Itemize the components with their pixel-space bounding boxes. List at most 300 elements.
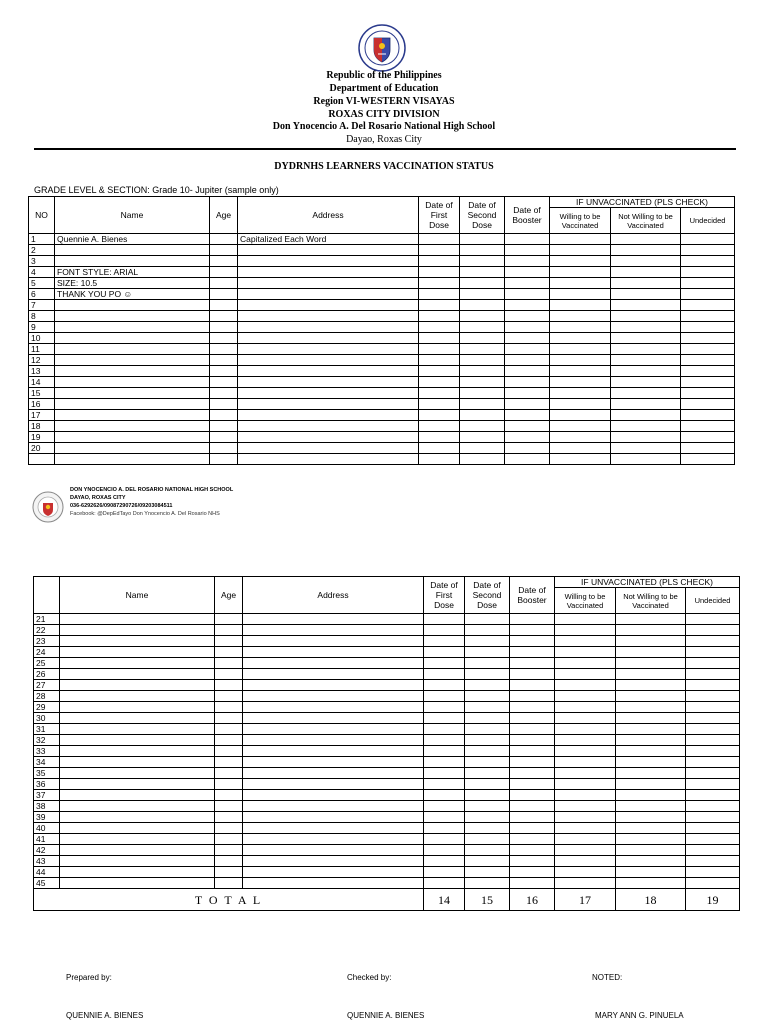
col-name-header: Name [55,197,210,234]
row-undecided [681,300,735,311]
prepared-by-name: QUENNIE A. BIENES [66,1011,144,1020]
row-cell [215,691,243,702]
row-not-willing [611,454,681,465]
row-undecided [681,366,735,377]
row-cell [465,845,510,856]
row-cell [465,713,510,724]
total-col-14: 14 [424,889,465,911]
row-cell [555,735,616,746]
row-undecided [681,289,735,300]
row-not-willing [611,322,681,333]
row-cell [465,867,510,878]
row-cell [555,757,616,768]
row-first-dose [419,256,460,267]
row-booster [505,355,550,366]
row-cell [616,647,686,658]
table-row [34,614,740,625]
row-cell [555,713,616,724]
row-cell [510,691,555,702]
row-address [238,278,419,289]
row-cell [243,702,424,713]
row-cell [510,713,555,724]
row-second-dose [460,234,505,245]
t2-col-not-willing-header: Not Willing to be Vaccinated [616,588,686,614]
row-cell [215,669,243,680]
row-no: 20 [29,443,55,454]
row-undecided [681,322,735,333]
row-cell [243,625,424,636]
row-cell [686,691,740,702]
row-name [55,256,210,267]
row-no: 16 [29,399,55,410]
row-cell [510,669,555,680]
row-cell [215,614,243,625]
row-willing [550,256,611,267]
row-booster [505,311,550,322]
row-cell [424,834,465,845]
row-cell [465,614,510,625]
table-row [34,779,740,790]
table-row [29,377,735,388]
row-second-dose [460,322,505,333]
row-cell [510,746,555,757]
row-cell [465,702,510,713]
row-address [238,410,419,421]
row-cell [510,779,555,790]
table-row [34,724,740,735]
row-first-dose [419,388,460,399]
row-first-dose [419,289,460,300]
row-cell [616,845,686,856]
row-cell [243,647,424,658]
row-cell [616,823,686,834]
row-cell [60,790,215,801]
row-cell [510,856,555,867]
table-row [29,421,735,432]
row-address [238,421,419,432]
row-undecided [681,443,735,454]
row-age [210,322,238,333]
t2-col-unvaccinated-header: IF UNVACCINATED (PLS CHECK) [555,577,740,588]
row-cell [215,724,243,735]
row-no: 28 [34,691,60,702]
table-row [34,856,740,867]
row-cell [243,823,424,834]
row-cell [510,702,555,713]
row-no: 19 [29,432,55,443]
row-cell [465,647,510,658]
row-willing [550,289,611,300]
row-first-dose [419,267,460,278]
row-cell [616,757,686,768]
row-first-dose [419,410,460,421]
row-second-dose [460,454,505,465]
row-cell [465,658,510,669]
row-cell [60,713,215,724]
table-row [29,278,735,289]
row-booster [505,333,550,344]
row-cell [555,801,616,812]
row-booster [505,289,550,300]
row-cell [510,823,555,834]
row-first-dose [419,421,460,432]
row-cell [510,801,555,812]
row-cell [686,757,740,768]
row-no: 24 [34,647,60,658]
table-row [34,658,740,669]
row-cell [616,768,686,779]
row-cell [686,724,740,735]
header-divider [34,148,736,150]
row-cell [616,812,686,823]
table-row [29,410,735,421]
table-row [29,267,735,278]
row-cell [555,724,616,735]
row-cell [616,636,686,647]
row-age [210,377,238,388]
row-name [55,432,210,443]
row-address [238,322,419,333]
row-no: 36 [34,779,60,790]
row-cell [465,669,510,680]
row-cell [243,801,424,812]
row-cell [510,614,555,625]
row-first-dose [419,399,460,410]
row-cell [686,856,740,867]
row-no: 27 [34,680,60,691]
row-cell [555,636,616,647]
row-second-dose [460,267,505,278]
row-cell [424,625,465,636]
table-row [29,333,735,344]
row-age [210,333,238,344]
row-cell [510,658,555,669]
table-row [29,355,735,366]
row-cell [424,845,465,856]
row-name [55,355,210,366]
row-name [55,300,210,311]
row-cell [215,823,243,834]
table-row [29,454,735,465]
row-cell [555,647,616,658]
row-cell [465,823,510,834]
row-cell [424,823,465,834]
row-first-dose [419,454,460,465]
row-cell [424,746,465,757]
row-no: 43 [34,856,60,867]
table-row [34,647,740,658]
division-line: ROXAS CITY DIVISION [328,109,440,120]
row-not-willing [611,410,681,421]
row-cell [616,801,686,812]
row-cell [60,845,215,856]
row-no: 11 [29,344,55,355]
row-no: 2 [29,245,55,256]
row-cell [215,702,243,713]
row-cell [60,834,215,845]
row-age [210,432,238,443]
row-cell [60,680,215,691]
table-row [34,735,740,746]
table-row [34,878,740,889]
row-no: 34 [34,757,60,768]
row-cell [424,735,465,746]
table-row [29,289,735,300]
row-cell [60,878,215,889]
total-col-16: 16 [510,889,555,911]
row-cell [215,625,243,636]
row-cell [616,746,686,757]
row-name: SIZE: 10.5 [55,278,210,289]
row-booster [505,322,550,333]
row-undecided [681,388,735,399]
row-cell [60,779,215,790]
row-cell [616,658,686,669]
row-cell [555,867,616,878]
row-cell [686,669,740,680]
row-address [238,289,419,300]
prepared-by-label: Prepared by: [66,973,112,982]
row-no: 38 [34,801,60,812]
row-willing [550,333,611,344]
row-cell [510,812,555,823]
row-willing [550,322,611,333]
row-cell [243,845,424,856]
row-cell [60,768,215,779]
row-first-dose [419,333,460,344]
row-cell [686,834,740,845]
row-cell [686,625,740,636]
row-age [210,366,238,377]
row-cell [510,878,555,889]
col-second-dose-header: Date of Second Dose [460,197,505,234]
row-address [238,366,419,377]
row-willing [550,366,611,377]
row-name [55,410,210,421]
table-row [29,399,735,410]
row-cell [686,614,740,625]
row-not-willing [611,399,681,410]
row-cell [465,779,510,790]
row-cell [686,823,740,834]
row-willing [550,311,611,322]
row-cell [555,790,616,801]
row-cell [424,691,465,702]
col-first-dose-header: Date of First Dose [419,197,460,234]
col-no-header: NO [29,197,55,234]
row-cell [555,768,616,779]
table-row [34,636,740,647]
col-age-header: Age [210,197,238,234]
row-willing [550,399,611,410]
row-cell [243,680,424,691]
row-no: 17 [29,410,55,421]
table-row [29,245,735,256]
row-name [55,421,210,432]
row-cell [424,702,465,713]
row-cell [555,834,616,845]
row-willing [550,267,611,278]
row-first-dose [419,432,460,443]
row-cell [616,713,686,724]
row-first-dose [419,366,460,377]
table-row [29,366,735,377]
row-address [238,377,419,388]
row-cell [465,856,510,867]
row-cell [555,669,616,680]
row-age [210,454,238,465]
row-cell [60,746,215,757]
row-cell [215,768,243,779]
row-cell [616,614,686,625]
row-first-dose [419,278,460,289]
row-cell [686,801,740,812]
table-row [34,768,740,779]
row-cell [215,713,243,724]
row-willing [550,377,611,388]
row-cell [686,812,740,823]
table-row [34,823,740,834]
row-address [238,256,419,267]
row-cell [243,812,424,823]
row-cell [243,768,424,779]
row-no: 29 [34,702,60,713]
row-undecided [681,432,735,443]
col-not-willing-header: Not Willing to be Vaccinated [611,208,681,234]
row-cell [465,625,510,636]
t2-col-no-header [34,577,60,614]
row-cell [555,658,616,669]
row-cell [510,790,555,801]
row-cell [215,779,243,790]
row-age [210,289,238,300]
table-row [34,790,740,801]
row-no: 39 [34,812,60,823]
row-age [210,355,238,366]
row-cell [243,878,424,889]
row-name [55,344,210,355]
row-second-dose [460,421,505,432]
table-row [34,757,740,768]
noted-name: MARY ANN G. PINUELA [595,1011,684,1020]
row-name [55,443,210,454]
row-willing [550,278,611,289]
row-cell [510,735,555,746]
row-not-willing [611,355,681,366]
row-cell [465,735,510,746]
row-no: 42 [34,845,60,856]
row-address [238,454,419,465]
row-cell [424,680,465,691]
row-cell [686,636,740,647]
row-not-willing [611,366,681,377]
row-age [210,267,238,278]
row-cell [465,680,510,691]
table-row [34,691,740,702]
row-cell [215,647,243,658]
row-cell [686,768,740,779]
col-booster-header: Date of Booster [505,197,550,234]
row-no: 33 [34,746,60,757]
row-cell [60,614,215,625]
row-address [238,443,419,454]
row-address [238,267,419,278]
row-undecided [681,377,735,388]
row-cell [686,713,740,724]
row-cell [60,702,215,713]
row-address [238,311,419,322]
row-not-willing [611,421,681,432]
row-cell [215,636,243,647]
row-not-willing [611,300,681,311]
row-cell [555,680,616,691]
table-row [34,746,740,757]
row-not-willing [611,245,681,256]
row-cell [243,867,424,878]
row-not-willing [611,333,681,344]
region-line: Region VI-WESTERN VISAYAS [313,96,455,107]
row-undecided [681,399,735,410]
table-row [34,801,740,812]
row-cell [60,801,215,812]
row-no: 1 [29,234,55,245]
row-age [210,443,238,454]
row-not-willing [611,432,681,443]
row-undecided [681,355,735,366]
row-second-dose [460,333,505,344]
t2-col-first-dose-header: Date of First Dose [424,577,465,614]
row-undecided [681,410,735,421]
row-cell [243,658,424,669]
col-undecided-header: Undecided [681,208,735,234]
checked-by-name: QUENNIE A. BIENES [347,1011,425,1020]
row-cell [555,614,616,625]
row-cell [60,867,215,878]
row-cell [510,636,555,647]
row-no: 18 [29,421,55,432]
row-cell [424,867,465,878]
row-no: 13 [29,366,55,377]
row-no [29,454,55,465]
row-booster [505,410,550,421]
row-cell [243,636,424,647]
row-not-willing [611,278,681,289]
row-cell [60,856,215,867]
row-cell [215,680,243,691]
total-label: T O T A L [34,889,424,911]
row-cell [424,724,465,735]
row-cell [465,724,510,735]
row-booster [505,366,550,377]
row-no: 22 [34,625,60,636]
row-name: FONT STYLE: ARIAL [55,267,210,278]
row-undecided [681,256,735,267]
row-willing [550,410,611,421]
row-no: 41 [34,834,60,845]
row-cell [686,790,740,801]
row-not-willing [611,311,681,322]
row-age [210,344,238,355]
row-name [55,399,210,410]
row-cell [215,845,243,856]
row-cell [243,724,424,735]
row-cell [555,625,616,636]
row-no: 4 [29,267,55,278]
row-not-willing [611,234,681,245]
row-address [238,388,419,399]
footer-school-name: DON YNOCENCIO A. DEL ROSARIO NATIONAL HIGH SCHOOL [70,487,234,493]
row-cell [616,867,686,878]
